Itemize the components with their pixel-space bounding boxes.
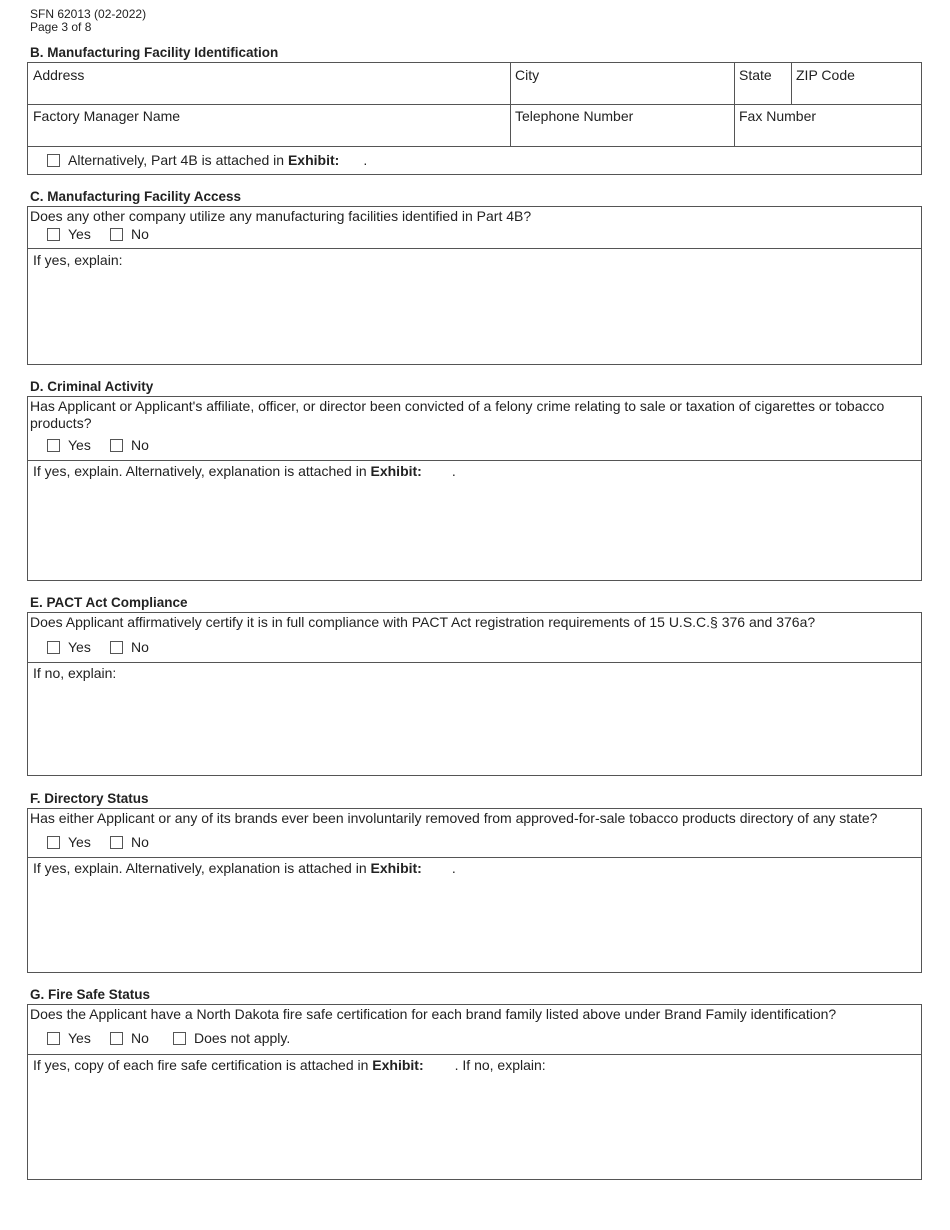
section-g-explain-field[interactable]: If yes, copy of each fire safe certification is attached in Exhibit: . If no, explain: xyxy=(33,1057,546,1073)
state-field[interactable]: State xyxy=(739,67,772,83)
section-f-explain-field[interactable]: If yes, explain. Alternatively, explanation is attached in Exhibit: . xyxy=(33,860,456,876)
factory-manager-field[interactable]: Factory Manager Name xyxy=(33,108,181,124)
fax-field[interactable]: Fax Number xyxy=(739,108,817,124)
section-b-title: B. Manufacturing Facility Identification xyxy=(30,45,279,60)
section-e-no-label: No xyxy=(131,639,149,655)
section-g-na-label: Does not apply. xyxy=(194,1030,291,1046)
section-g-title: G. Fire Safe Status xyxy=(30,987,151,1002)
section-g-no-label: No xyxy=(131,1030,149,1046)
section-d-explain-field[interactable]: If yes, explain. Alternatively, explanation is attached in Exhibit: . xyxy=(33,463,456,479)
section-f-question: Has either Applicant or any of its brands ever been involuntarily removed from approved-for-sale tobacco products directory of any state? xyxy=(30,810,878,826)
section-e-no-checkbox[interactable] xyxy=(110,641,123,654)
city-field[interactable]: City xyxy=(515,67,540,83)
section-d-question-line2: products? xyxy=(30,415,92,431)
address-field[interactable]: Address xyxy=(33,67,85,83)
section-d-title: D. Criminal Activity xyxy=(30,379,154,394)
section-g-yes-label: Yes xyxy=(68,1030,91,1046)
section-g-no-checkbox[interactable] xyxy=(110,1032,123,1045)
section-d-question-line1: Has Applicant or Applicant's affiliate, officer, or director been convicted of a felony crime relating to sale or taxation of cigarettes or tobacco xyxy=(30,398,885,414)
section-f-box xyxy=(27,808,922,973)
section-e-question: Does Applicant affirmatively certify it is in full compliance with PACT Act registration requirements of 15 U.S.C.§ 376 and 376a? xyxy=(30,614,816,630)
part-4b-attached-label: Alternatively, Part 4B is attached in Exhibit: . xyxy=(68,152,368,168)
section-d-no-checkbox[interactable] xyxy=(110,439,123,452)
part-4b-attached-checkbox[interactable] xyxy=(47,154,60,167)
section-e-yes-label: Yes xyxy=(68,639,91,655)
section-d-yes-checkbox[interactable] xyxy=(47,439,60,452)
section-e-box xyxy=(27,612,922,776)
telephone-field[interactable]: Telephone Number xyxy=(515,108,634,124)
section-g-yes-checkbox[interactable] xyxy=(47,1032,60,1045)
section-c-box xyxy=(27,206,922,365)
section-c-question: Does any other company utilize any manufacturing facilities identified in Part 4B? xyxy=(30,208,532,224)
section-c-no-checkbox[interactable] xyxy=(110,228,123,241)
section-f-yes-label: Yes xyxy=(68,834,91,850)
section-f-yes-checkbox[interactable] xyxy=(47,836,60,849)
section-f-title: F. Directory Status xyxy=(30,791,149,806)
section-e-explain-field[interactable]: If no, explain: xyxy=(33,665,117,681)
section-d-no-label: No xyxy=(131,437,149,453)
section-g-question: Does the Applicant have a North Dakota fire safe certification for each brand family listed above under Brand Family identification? xyxy=(30,1006,837,1022)
section-g-box xyxy=(27,1004,922,1180)
section-e-yes-checkbox[interactable] xyxy=(47,641,60,654)
section-e-title: E. PACT Act Compliance xyxy=(30,595,188,610)
section-c-title: C. Manufacturing Facility Access xyxy=(30,189,242,204)
section-c-no-label: No xyxy=(131,226,149,242)
zip-field[interactable]: ZIP Code xyxy=(796,67,855,83)
section-c-yes-label: Yes xyxy=(68,226,91,242)
section-b-table xyxy=(27,62,922,175)
section-f-no-label: No xyxy=(131,834,149,850)
section-d-box xyxy=(27,396,922,581)
form-id: SFN 62013 (02-2022) xyxy=(30,7,147,21)
section-f-no-checkbox[interactable] xyxy=(110,836,123,849)
section-c-yes-checkbox[interactable] xyxy=(47,228,60,241)
section-c-explain-field[interactable]: If yes, explain: xyxy=(33,252,123,268)
section-g-na-checkbox[interactable] xyxy=(173,1032,186,1045)
page-number: Page 3 of 8 xyxy=(30,20,92,34)
section-d-yes-label: Yes xyxy=(68,437,91,453)
